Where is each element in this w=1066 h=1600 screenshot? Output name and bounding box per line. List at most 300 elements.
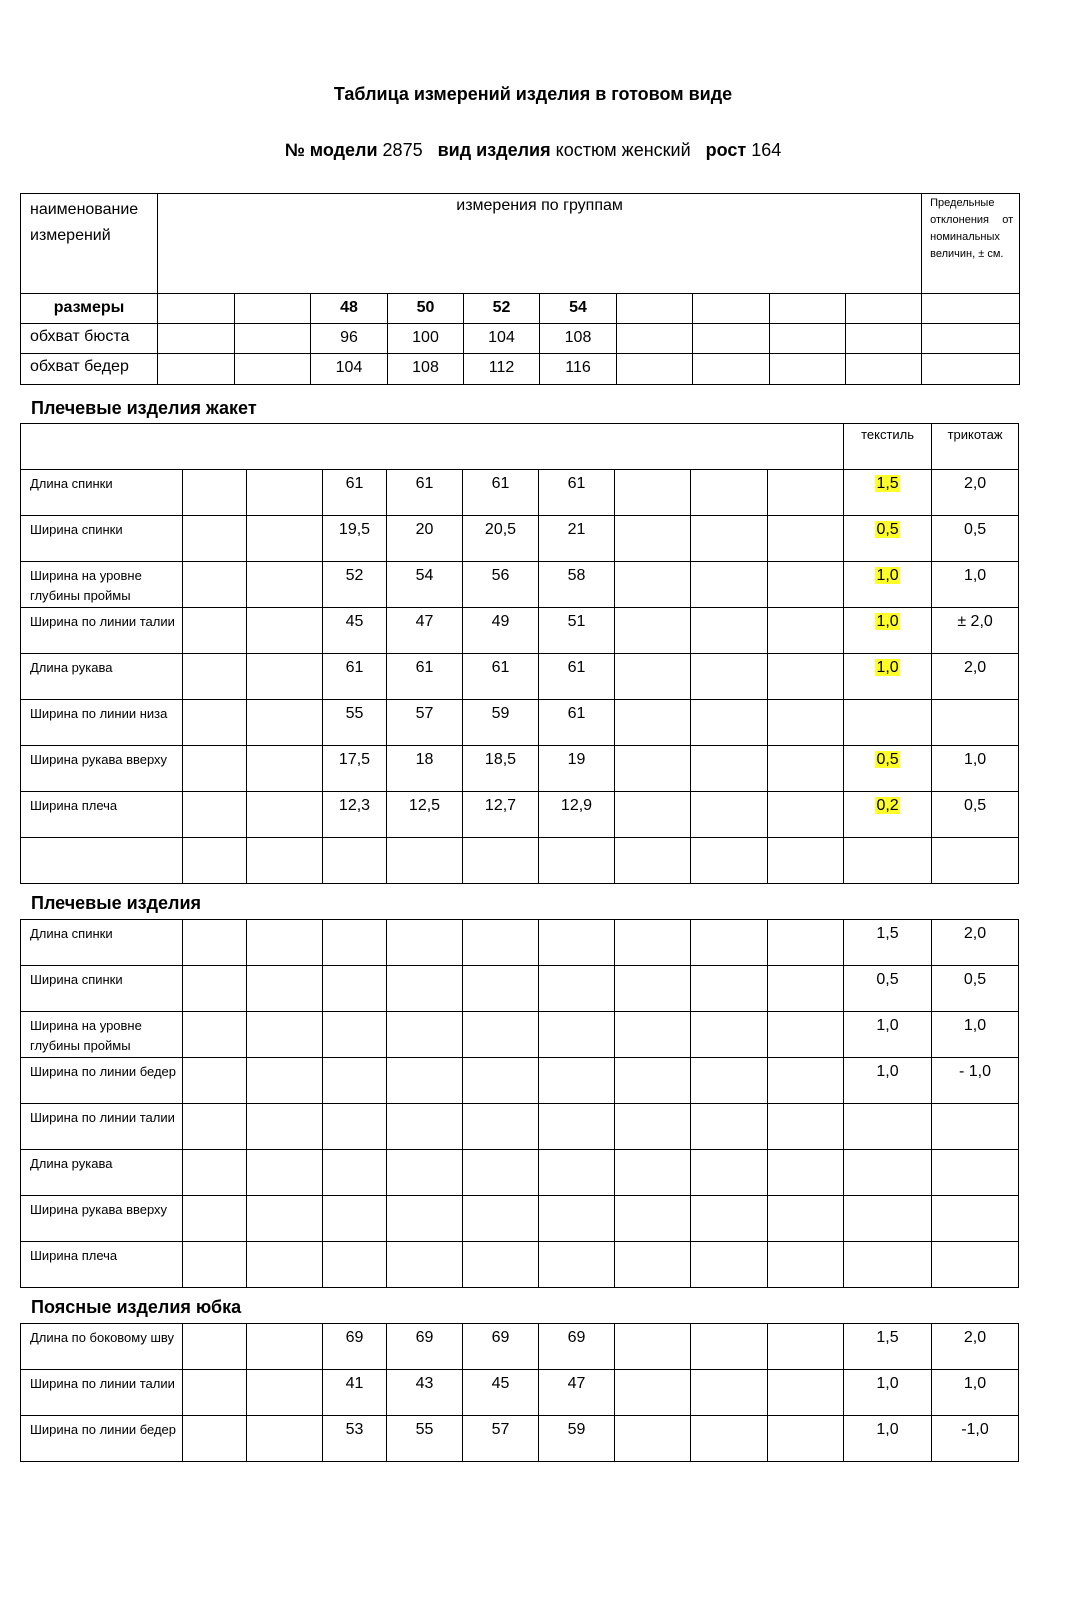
empty-cell — [615, 1242, 691, 1288]
size-value: 19 — [539, 746, 615, 792]
height-value: 164 — [751, 140, 782, 160]
empty-cell — [768, 1012, 844, 1058]
table-row — [21, 1416, 1019, 1462]
size-value — [387, 1196, 463, 1242]
section-title-skirt: Поясные изделия юбка — [31, 1297, 242, 1317]
empty-cell — [691, 920, 768, 966]
textile-deviation — [844, 470, 932, 516]
size-value: 50 — [388, 294, 464, 324]
size-value — [323, 838, 387, 884]
empty-cell — [617, 324, 693, 354]
size-value — [387, 1058, 463, 1104]
empty-cell — [768, 1242, 844, 1288]
knit-deviation — [932, 1150, 1019, 1196]
empty-cell — [768, 1416, 844, 1462]
empty-cell — [247, 1242, 323, 1288]
knit-deviation — [932, 1196, 1019, 1242]
size-value: 52 — [323, 562, 387, 608]
empty-cell — [693, 324, 770, 354]
empty-cell — [768, 1324, 844, 1370]
textile-deviation — [844, 1150, 932, 1196]
empty-cell — [768, 700, 844, 746]
size-value — [463, 1242, 539, 1288]
size-value — [463, 920, 539, 966]
textile-deviation: 1,5 — [844, 1324, 932, 1370]
size-value: 57 — [387, 700, 463, 746]
row-label — [21, 838, 183, 884]
empty-cell — [615, 1324, 691, 1370]
size-value: 61 — [539, 470, 615, 516]
empty-cell — [691, 1150, 768, 1196]
empty-cell — [768, 792, 844, 838]
table-row — [21, 1150, 1019, 1196]
empty-cell — [183, 1012, 247, 1058]
shoulder-table — [20, 919, 1019, 1288]
size-value: 56 — [463, 562, 539, 608]
empty-cell — [691, 470, 768, 516]
empty-cell — [617, 294, 693, 324]
size-value: 69 — [323, 1324, 387, 1370]
empty-cell — [691, 700, 768, 746]
textile-deviation — [844, 838, 932, 884]
size-value — [387, 966, 463, 1012]
empty-cell — [183, 700, 247, 746]
knit-deviation — [932, 1242, 1019, 1288]
row-label: Ширина рукава вверху — [21, 746, 183, 792]
empty-cell — [691, 792, 768, 838]
empty-cell — [235, 324, 311, 354]
empty-cell — [768, 1150, 844, 1196]
hips-label: обхват бедер — [21, 354, 158, 385]
type-value: костюм женский — [555, 140, 691, 160]
row-label: Ширина на уровне глубины проймы — [21, 562, 183, 608]
empty-cell — [615, 1104, 691, 1150]
knit-deviation: ± 2,0 — [932, 608, 1019, 654]
skirt-table — [20, 1323, 1019, 1462]
empty-cell — [183, 838, 247, 884]
empty-cell — [183, 1104, 247, 1150]
knit-deviation — [932, 1104, 1019, 1150]
empty-cell — [183, 1416, 247, 1462]
table-row — [21, 966, 1019, 1012]
empty-cell — [615, 608, 691, 654]
size-table — [20, 193, 1020, 385]
table-row — [21, 470, 1019, 516]
empty-cell — [691, 1058, 768, 1104]
row-label: Ширина по линии низа — [21, 700, 183, 746]
size-value: 43 — [387, 1370, 463, 1416]
empty-cell — [247, 838, 323, 884]
empty-cell — [691, 1196, 768, 1242]
empty-cell — [691, 1012, 768, 1058]
empty-cell — [183, 920, 247, 966]
knit-deviation: 0,5 — [932, 792, 1019, 838]
empty-cell — [615, 792, 691, 838]
empty-cell — [691, 1242, 768, 1288]
knit-deviation: 0,5 — [932, 516, 1019, 562]
size-value: 59 — [539, 1416, 615, 1462]
empty-cell — [922, 294, 1020, 324]
empty-cell — [691, 966, 768, 1012]
empty-cell — [768, 746, 844, 792]
empty-cell — [247, 654, 323, 700]
empty-cell — [693, 294, 770, 324]
empty-cell — [615, 470, 691, 516]
empty-cell — [846, 324, 922, 354]
size-value: 61 — [387, 654, 463, 700]
hips-value: 112 — [464, 354, 540, 385]
empty-cell — [615, 920, 691, 966]
size-value — [539, 920, 615, 966]
size-value: 61 — [539, 700, 615, 746]
empty-cell — [922, 354, 1020, 385]
table-row — [21, 920, 1019, 966]
empty-cell — [247, 1058, 323, 1104]
empty-cell — [922, 324, 1020, 354]
empty-cell — [770, 294, 846, 324]
groups-header: измерения по группам — [158, 194, 922, 294]
empty-cell — [247, 516, 323, 562]
empty-cell — [183, 470, 247, 516]
size-value: 21 — [539, 516, 615, 562]
textile-deviation — [844, 562, 932, 608]
size-value: 47 — [539, 1370, 615, 1416]
empty-cell — [183, 608, 247, 654]
textile-deviation: 1,0 — [844, 1012, 932, 1058]
model-value: 2875 — [382, 140, 423, 160]
col-textile: текстиль — [844, 424, 932, 470]
size-value: 20 — [387, 516, 463, 562]
size-value: 61 — [323, 654, 387, 700]
size-value — [387, 1150, 463, 1196]
row-label: Ширина плеча — [21, 1242, 183, 1288]
textile-deviation — [844, 516, 932, 562]
empty-cell — [183, 654, 247, 700]
empty-cell — [615, 1150, 691, 1196]
empty-cell — [615, 1196, 691, 1242]
size-value — [539, 1012, 615, 1058]
row-label: Ширина по линии талии — [21, 608, 183, 654]
size-value: 49 — [463, 608, 539, 654]
height-label: рост — [705, 140, 747, 160]
size-value: 69 — [463, 1324, 539, 1370]
empty-cell — [247, 562, 323, 608]
size-value — [323, 966, 387, 1012]
empty-cell — [615, 1058, 691, 1104]
empty-cell — [770, 354, 846, 385]
model-label: № модели — [284, 140, 378, 160]
size-value — [539, 1196, 615, 1242]
empty-cell — [846, 354, 922, 385]
size-value — [387, 920, 463, 966]
empty-cell — [183, 1196, 247, 1242]
size-value — [463, 966, 539, 1012]
empty-cell — [691, 1416, 768, 1462]
row-label: Длина по боковому шву — [21, 1324, 183, 1370]
empty-cell — [247, 920, 323, 966]
table-row — [21, 1242, 1019, 1288]
size-value — [539, 1242, 615, 1288]
size-value: 61 — [539, 654, 615, 700]
size-value: 45 — [323, 608, 387, 654]
knit-deviation — [932, 838, 1019, 884]
table-row — [21, 1104, 1019, 1150]
size-value — [323, 1058, 387, 1104]
empty-cell — [768, 966, 844, 1012]
size-value: 41 — [323, 1370, 387, 1416]
table-row — [21, 608, 1019, 654]
size-value: 47 — [387, 608, 463, 654]
empty-header-cell — [21, 424, 844, 470]
size-value — [539, 1104, 615, 1150]
empty-cell — [691, 654, 768, 700]
empty-cell — [768, 654, 844, 700]
knit-deviation: 2,0 — [932, 1324, 1019, 1370]
table-row — [21, 654, 1019, 700]
row-label: Ширина спинки — [21, 516, 183, 562]
size-value — [463, 1104, 539, 1150]
size-value — [323, 1012, 387, 1058]
row-label: Длина рукава — [21, 654, 183, 700]
bust-value: 104 — [464, 324, 540, 354]
size-value: 51 — [539, 608, 615, 654]
table-row — [21, 562, 1019, 608]
knit-deviation: 2,0 — [932, 470, 1019, 516]
empty-cell — [691, 516, 768, 562]
empty-cell — [158, 324, 235, 354]
size-value: 61 — [387, 470, 463, 516]
textile-deviation — [844, 1242, 932, 1288]
textile-deviation: 1,0 — [844, 1058, 932, 1104]
knit-deviation: -1,0 — [932, 1416, 1019, 1462]
size-value: 20,5 — [463, 516, 539, 562]
size-value: 12,3 — [323, 792, 387, 838]
bust-value: 108 — [540, 324, 617, 354]
empty-cell — [691, 1370, 768, 1416]
empty-cell — [247, 608, 323, 654]
size-value: 58 — [539, 562, 615, 608]
empty-cell — [247, 966, 323, 1012]
textile-deviation-highlight: 1,5 — [876, 475, 899, 492]
row-label: Ширина по линии талии — [21, 1370, 183, 1416]
knit-deviation — [932, 700, 1019, 746]
empty-cell — [247, 1370, 323, 1416]
table-row — [21, 516, 1019, 562]
textile-deviation-highlight: 0,5 — [876, 751, 899, 768]
size-value — [463, 1058, 539, 1104]
empty-cell — [615, 1370, 691, 1416]
size-value: 52 — [464, 294, 540, 324]
size-value — [323, 1242, 387, 1288]
textile-deviation — [844, 700, 932, 746]
hips-value: 108 — [388, 354, 464, 385]
size-value — [387, 838, 463, 884]
textile-deviation-highlight: 0,2 — [876, 797, 899, 814]
knit-deviation: 1,0 — [932, 1012, 1019, 1058]
textile-deviation — [844, 792, 932, 838]
row-label: Ширина плеча — [21, 792, 183, 838]
size-value: 12,7 — [463, 792, 539, 838]
empty-cell — [247, 1150, 323, 1196]
col-knit: трикотаж — [932, 424, 1019, 470]
empty-cell — [768, 470, 844, 516]
size-value: 48 — [311, 294, 388, 324]
empty-cell — [247, 1196, 323, 1242]
empty-cell — [615, 838, 691, 884]
empty-cell — [247, 1416, 323, 1462]
empty-cell — [247, 470, 323, 516]
empty-cell — [183, 1058, 247, 1104]
empty-cell — [615, 966, 691, 1012]
empty-cell — [691, 1104, 768, 1150]
size-value — [323, 920, 387, 966]
size-value — [387, 1012, 463, 1058]
textile-deviation-highlight: 0,5 — [876, 521, 899, 538]
table-row — [21, 792, 1019, 838]
size-value: 45 — [463, 1370, 539, 1416]
empty-cell — [183, 1324, 247, 1370]
empty-cell — [768, 1196, 844, 1242]
size-value: 61 — [323, 470, 387, 516]
row-label: Длина спинки — [21, 470, 183, 516]
empty-cell — [183, 516, 247, 562]
empty-cell — [247, 792, 323, 838]
row-label: Ширина по линии талии — [21, 1104, 183, 1150]
knit-deviation: 1,0 — [932, 562, 1019, 608]
size-value: 61 — [463, 470, 539, 516]
size-value: 54 — [540, 294, 617, 324]
section-title-shoulder: Плечевые изделия — [31, 893, 202, 913]
page-title: Таблица измерений изделия в готовом виде — [333, 84, 733, 104]
empty-cell — [183, 966, 247, 1012]
knit-deviation: 1,0 — [932, 1370, 1019, 1416]
empty-cell — [691, 562, 768, 608]
empty-cell — [691, 838, 768, 884]
bust-label: обхват бюста — [21, 324, 158, 354]
empty-cell — [768, 920, 844, 966]
table-row — [21, 1370, 1019, 1416]
empty-cell — [768, 1104, 844, 1150]
size-value: 18,5 — [463, 746, 539, 792]
row-label: Ширина по линии бедер — [21, 1416, 183, 1462]
textile-deviation — [844, 654, 932, 700]
empty-cell — [768, 516, 844, 562]
table-row — [21, 700, 1019, 746]
empty-cell — [247, 1012, 323, 1058]
size-value — [323, 1196, 387, 1242]
textile-deviation-highlight: 1,0 — [876, 613, 899, 630]
textile-deviation — [844, 1196, 932, 1242]
empty-cell — [247, 1324, 323, 1370]
empty-cell — [235, 354, 311, 385]
empty-cell — [247, 700, 323, 746]
size-value: 54 — [387, 562, 463, 608]
textile-deviation — [844, 608, 932, 654]
size-value — [463, 1012, 539, 1058]
size-value: 17,5 — [323, 746, 387, 792]
empty-cell — [691, 608, 768, 654]
table-row — [21, 1324, 1019, 1370]
model-line — [0, 140, 1066, 161]
empty-cell — [247, 1104, 323, 1150]
size-value — [463, 1150, 539, 1196]
size-value: 12,5 — [387, 792, 463, 838]
empty-cell — [247, 746, 323, 792]
section-title-jacket: Плечевые изделия жакет — [31, 398, 257, 418]
row-label: Ширина рукава вверху — [21, 1196, 183, 1242]
jacket-table — [20, 423, 1019, 884]
size-value — [539, 1058, 615, 1104]
textile-deviation-highlight: 1,0 — [876, 659, 899, 676]
empty-cell — [615, 746, 691, 792]
knit-deviation: - 1,0 — [932, 1058, 1019, 1104]
empty-cell — [691, 1324, 768, 1370]
empty-cell — [183, 746, 247, 792]
size-value: 59 — [463, 700, 539, 746]
size-value — [463, 838, 539, 884]
empty-cell — [615, 1012, 691, 1058]
empty-cell — [615, 654, 691, 700]
size-value: 57 — [463, 1416, 539, 1462]
empty-cell — [768, 838, 844, 884]
empty-cell — [235, 294, 311, 324]
empty-cell — [158, 294, 235, 324]
size-value: 69 — [539, 1324, 615, 1370]
textile-deviation: 1,5 — [844, 920, 932, 966]
table-row — [21, 838, 1019, 884]
size-value — [387, 1104, 463, 1150]
empty-cell — [615, 516, 691, 562]
table-row — [21, 1012, 1019, 1058]
table-row — [21, 746, 1019, 792]
empty-cell — [768, 562, 844, 608]
row-label: Ширина спинки — [21, 966, 183, 1012]
textile-deviation: 1,0 — [844, 1370, 932, 1416]
size-value — [323, 1104, 387, 1150]
empty-cell — [158, 354, 235, 385]
size-value: 69 — [387, 1324, 463, 1370]
size-value: 18 — [387, 746, 463, 792]
empty-cell — [768, 1370, 844, 1416]
size-value: 55 — [387, 1416, 463, 1462]
table-row — [21, 1058, 1019, 1104]
deviation-header: Предельные отклонения от номинальных величин, ± см. — [922, 194, 1020, 294]
empty-cell — [768, 608, 844, 654]
table-row — [21, 1196, 1019, 1242]
size-value — [539, 1150, 615, 1196]
empty-cell — [617, 354, 693, 385]
empty-cell — [615, 700, 691, 746]
size-value: 19,5 — [323, 516, 387, 562]
sizes-label: размеры — [21, 294, 158, 324]
empty-cell — [183, 1242, 247, 1288]
empty-cell — [615, 562, 691, 608]
hips-value: 104 — [311, 354, 388, 385]
row-label: Ширина по линии бедер — [21, 1058, 183, 1104]
textile-deviation: 0,5 — [844, 966, 932, 1012]
size-value — [539, 838, 615, 884]
bust-value: 96 — [311, 324, 388, 354]
size-value: 53 — [323, 1416, 387, 1462]
knit-deviation: 0,5 — [932, 966, 1019, 1012]
empty-cell — [770, 324, 846, 354]
empty-cell — [183, 1370, 247, 1416]
textile-deviation-highlight: 1,0 — [876, 567, 899, 584]
type-label: вид изделия — [437, 140, 551, 160]
empty-cell — [691, 746, 768, 792]
empty-cell — [846, 294, 922, 324]
knit-deviation: 1,0 — [932, 746, 1019, 792]
